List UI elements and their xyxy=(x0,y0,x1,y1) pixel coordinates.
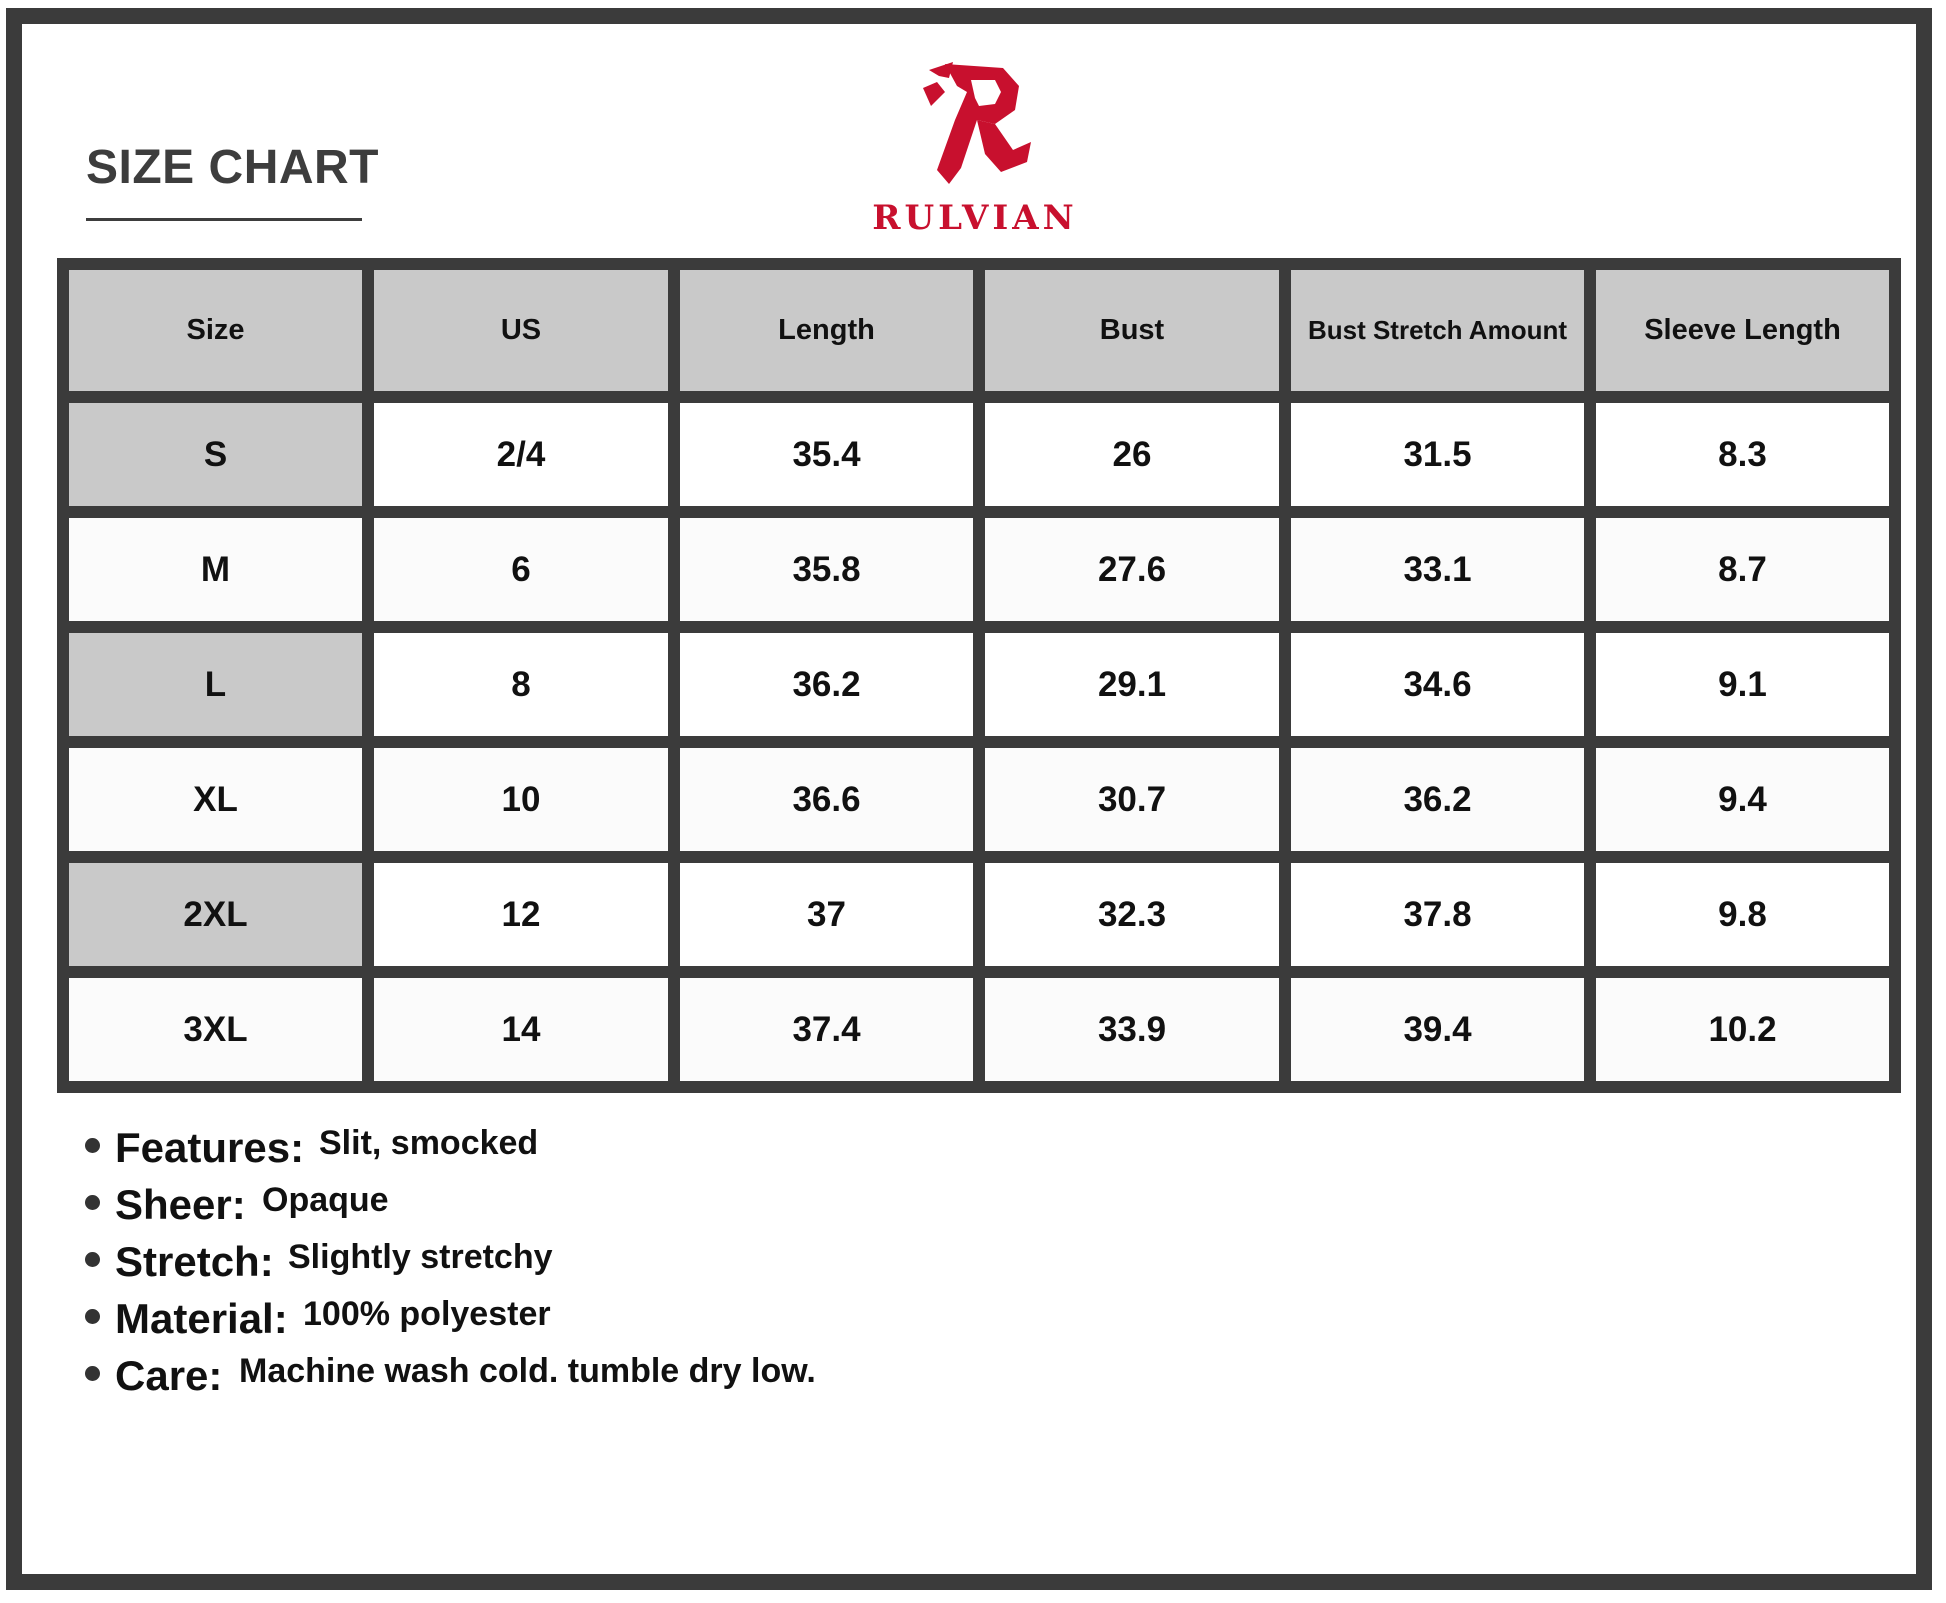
table-row xyxy=(69,978,1889,1081)
feature-label: Stretch: xyxy=(115,1238,274,1285)
brand-logo xyxy=(860,58,1090,238)
length-cell: 37.4 xyxy=(680,978,973,1081)
bust-cell: 27.6 xyxy=(985,518,1279,621)
column-header-size: Size xyxy=(69,270,362,391)
size-cell: XL xyxy=(69,748,362,851)
length-cell: 35.4 xyxy=(680,403,973,506)
sleeve-length-cell: 10.2 xyxy=(1596,978,1889,1081)
length-cell: 37 xyxy=(680,863,973,966)
bust-stretch-cell: 33.1 xyxy=(1291,518,1584,621)
title-underline xyxy=(86,218,362,221)
size-table xyxy=(57,258,1901,1093)
size-cell: 2XL xyxy=(69,863,362,966)
table-row xyxy=(69,863,1889,966)
table-row xyxy=(69,403,1889,506)
us-cell: 6 xyxy=(374,518,668,621)
feature-value: 100% polyester xyxy=(303,1295,551,1333)
sleeve-length-cell: 9.4 xyxy=(1596,748,1889,851)
bullet-icon xyxy=(85,1309,100,1324)
table-row xyxy=(69,748,1889,851)
bullet-icon xyxy=(85,1195,100,1210)
us-cell: 8 xyxy=(374,633,668,736)
feature-label: Sheer: xyxy=(115,1181,246,1228)
r-monogram-logo-icon xyxy=(915,58,1035,188)
length-cell: 35.8 xyxy=(680,518,973,621)
bust-cell: 30.7 xyxy=(985,748,1279,851)
column-header-us: US xyxy=(374,270,668,391)
length-cell: 36.2 xyxy=(680,633,973,736)
bust-stretch-cell: 39.4 xyxy=(1291,978,1584,1081)
size-cell: L xyxy=(69,633,362,736)
feature-label: Features: xyxy=(115,1124,305,1171)
feature-label: Material: xyxy=(115,1295,288,1342)
column-header-length: Length xyxy=(680,270,973,391)
bust-stretch-cell: 36.2 xyxy=(1291,748,1584,851)
us-cell: 14 xyxy=(374,978,668,1081)
bust-cell: 26 xyxy=(985,403,1279,506)
column-header-bust: Bust xyxy=(985,270,1279,391)
bullet-icon xyxy=(85,1252,100,1267)
brand-name: RULVIAN xyxy=(872,198,1078,238)
us-cell: 10 xyxy=(374,748,668,851)
sleeve-length-cell: 9.1 xyxy=(1596,633,1889,736)
column-header-sleeve-length: Sleeve Length xyxy=(1596,270,1889,391)
bullet-icon xyxy=(85,1138,100,1153)
feature-label: Care: xyxy=(115,1352,223,1399)
bust-cell: 33.9 xyxy=(985,978,1279,1081)
table-header-row xyxy=(69,270,1889,391)
feature-value: Slit, smocked xyxy=(319,1124,539,1162)
bust-cell: 29.1 xyxy=(985,633,1279,736)
table-row xyxy=(69,518,1889,621)
bust-stretch-cell: 31.5 xyxy=(1291,403,1584,506)
us-cell: 2/4 xyxy=(374,403,668,506)
size-cell: M xyxy=(69,518,362,621)
table-row xyxy=(69,633,1889,736)
feature-value: Machine wash cold. tumble dry low. xyxy=(239,1352,816,1390)
size-cell: 3XL xyxy=(69,978,362,1081)
length-cell: 36.6 xyxy=(680,748,973,851)
bullet-icon xyxy=(85,1366,100,1381)
feature-value: Opaque xyxy=(262,1181,389,1219)
sleeve-length-cell: 8.7 xyxy=(1596,518,1889,621)
us-cell: 12 xyxy=(374,863,668,966)
size-cell: S xyxy=(69,403,362,506)
sleeve-length-cell: 9.8 xyxy=(1596,863,1889,966)
bust-stretch-cell: 34.6 xyxy=(1291,633,1584,736)
feature-value: Slightly stretchy xyxy=(288,1238,553,1276)
bust-cell: 32.3 xyxy=(985,863,1279,966)
bust-stretch-cell: 37.8 xyxy=(1291,863,1584,966)
page-title: SIZE CHART xyxy=(86,141,379,194)
sleeve-length-cell: 8.3 xyxy=(1596,403,1889,506)
column-header-bust-stretch: Bust Stretch Amount xyxy=(1291,270,1584,391)
